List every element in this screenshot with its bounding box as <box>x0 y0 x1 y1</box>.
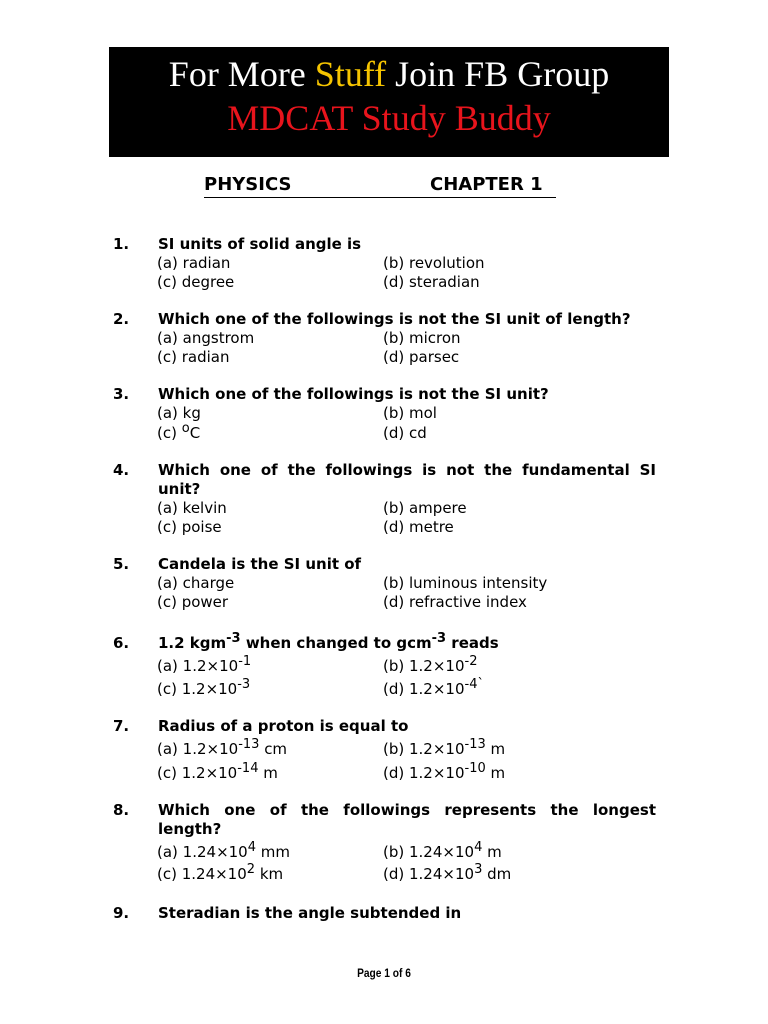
question-text-line-2: unit? <box>158 480 201 498</box>
option-c: (c) power <box>157 593 229 611</box>
question-number: 2. <box>113 310 130 328</box>
option-d: (d) refractive index <box>383 593 527 611</box>
option-b: (b) $1.2\times 10^{-13}$ m <box>383 737 506 758</box>
option-d: (d) cd <box>383 424 427 442</box>
option-a: (a) angstrom <box>157 329 255 347</box>
option-b: (b) mol <box>383 404 437 422</box>
question-number: 3. <box>113 385 130 403</box>
option-b: (b) $1.24\times 10^4$ m <box>383 840 502 861</box>
option-d: (d) parsec <box>383 348 460 366</box>
banner-line-2: MDCAT Study Buddy <box>227 98 551 138</box>
option-a: (a) kelvin <box>157 499 227 517</box>
question-text-line-1: Which one of the followings is not the fundamental SI <box>158 461 656 479</box>
option-b: (b) luminous intensity <box>383 574 548 592</box>
banner-line-1: For More Stuff Join FB Group <box>168 54 610 94</box>
option-a: (a) kg <box>157 404 201 422</box>
promo-banner <box>109 47 669 157</box>
question-text: SI units of solid angle is <box>158 235 362 253</box>
option-b: (b) ampere <box>383 499 467 517</box>
question-number: 9. <box>113 904 130 922</box>
option-c: (c) $1.24\times 10^2$ km <box>157 862 284 883</box>
question-number: 8. <box>113 801 130 819</box>
question-number: 1. <box>113 235 130 253</box>
question-text-line-1: Which one of the followings represents the longest <box>158 801 656 819</box>
question-number: 6. <box>113 634 130 652</box>
option-c: (c) radian <box>157 348 230 366</box>
option-d: (d) steradian <box>383 273 480 291</box>
option-c: (c) $1.2\times 10^{-3}$ <box>157 677 251 698</box>
option-c: (c) poise <box>157 518 222 536</box>
option-a: (a) radian <box>157 254 231 272</box>
option-d: (d) $1.24\times 10^3$ dm <box>383 862 512 883</box>
chapter-title: CHAPTER 1 <box>430 174 543 195</box>
option-b: (b) revolution <box>383 254 485 272</box>
question-text-line-2: length? <box>158 820 222 838</box>
option-c: (c) $^o$C <box>157 421 201 442</box>
question-number: 4. <box>113 461 130 479</box>
option-d: (d) metre <box>383 518 454 536</box>
option-c: (c) $1.2\times 10^{-14}$ m <box>157 761 278 782</box>
banner-highlight-word: Stuff <box>314 54 387 94</box>
question-text: Steradian is the angle subtended in <box>158 904 462 922</box>
question-text: 1.2 kgm$^{-3}$ when changed to gcm$^{-3}$ reads <box>158 631 499 652</box>
subject-title: PHYSICS <box>204 174 292 195</box>
option-a: (a) $1.24\times 10^4$ mm <box>157 840 290 861</box>
question-number: 5. <box>113 555 130 573</box>
option-b: (b) micron <box>383 329 461 347</box>
page-number: Page 1 of 6 <box>357 966 411 980</box>
option-a: (a) $1.2\times 10^{-1}$ <box>157 654 252 675</box>
option-d: (d) $1.2\times 10^{-10}$ m <box>383 761 506 782</box>
question-text: Candela is the SI unit of <box>158 555 362 573</box>
question-text: Which one of the followings is not the SI unit? <box>158 385 549 403</box>
question-text: Which one of the followings is not the SI unit of length? <box>158 310 631 328</box>
option-b: (b) $1.2\times 10^{-2}$ <box>383 654 478 675</box>
option-d: (d) $1.2\times 10^{-4`}$ <box>383 677 484 698</box>
option-a: (a) charge <box>157 574 235 592</box>
option-a: (a) $1.2\times 10^{-13}$ cm <box>157 737 288 758</box>
section-heading <box>204 173 556 198</box>
question-number: 7. <box>113 717 130 735</box>
option-c: (c) degree <box>157 273 235 291</box>
question-text: Radius of a proton is equal to <box>158 717 409 735</box>
